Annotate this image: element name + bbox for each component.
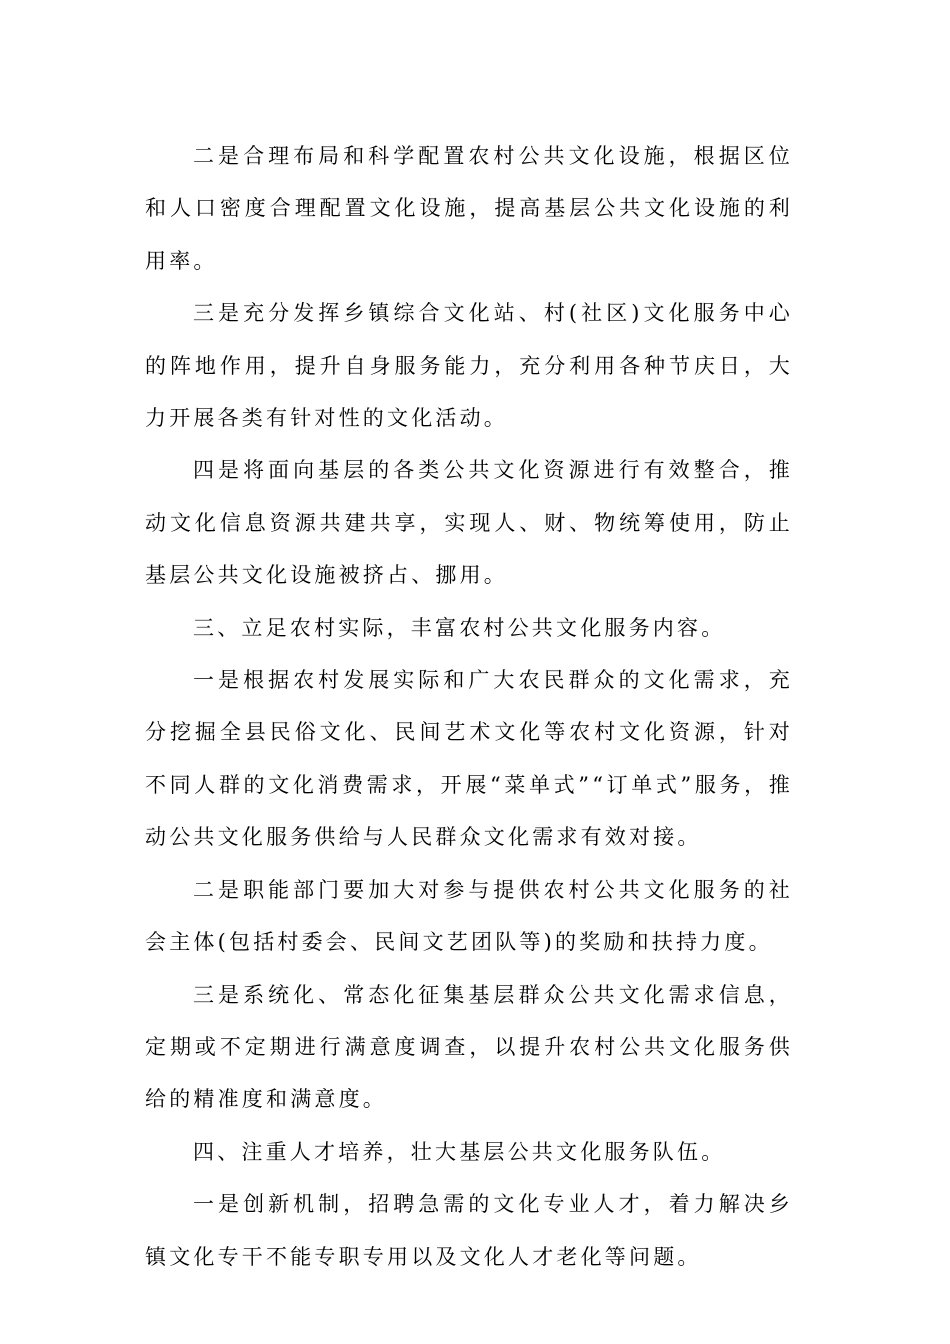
paragraph-4: 一是根据农村发展实际和广大农民群众的文化需求，充分挖掘全县民俗文化、民间艺术文化等农村文化资源，针对不同人群的文化消费需求，开展“菜单式”“订单式”服务，推动公共文化服务供给与人民群众文化需求有效对接。 (145, 668, 793, 850)
paragraph-7: 一是创新机制，招聘急需的文化专业人才，着力解决乡镇文化专干不能专职专用以及文化人才老化等问题。 (145, 1192, 793, 1269)
paragraph-2: 三是充分发挥乡镇综合文化站、村(社区)文化服务中心的阵地作用，提升自身服务能力，充分利用各种节庆日，大力开展各类有针对性的文化活动。 (145, 301, 793, 431)
paragraph-6: 三是系统化、常态化征集基层群众公共文化需求信息，定期或不定期进行满意度调查，以提升农村公共文化服务供给的精准度和满意度。 (145, 982, 793, 1112)
section-heading-3: 三、立足农村实际，丰富农村公共文化服务内容。 (193, 615, 726, 640)
paragraph-1: 二是合理布局和科学配置农村公共文化设施，根据区位和人口密度合理配置文化设施，提高基层公共文化设施的利用率。 (145, 144, 793, 273)
section-heading-4: 四、注重人才培养，壮大基层公共文化服务队伍。 (193, 1139, 726, 1164)
paragraph-5: 二是职能部门要加大对参与提供农村公共文化服务的社会主体(包括村委会、民间文艺团队等)的奖励和扶持力度。 (145, 877, 793, 955)
paragraph-3: 四是将面向基层的各类公共文化资源进行有效整合，推动文化信息资源共建共享，实现人、财、物统筹使用，防止基层公共文化设施被挤占、挪用。 (145, 458, 793, 588)
document-body (145, 130, 793, 1283)
